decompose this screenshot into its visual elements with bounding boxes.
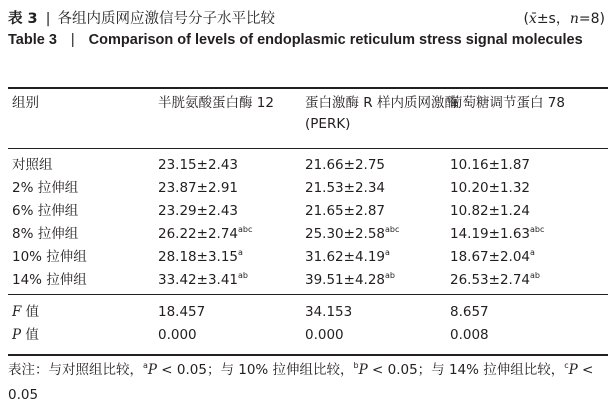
- group-cell: 14% 拉伸组: [12, 272, 87, 288]
- table-title-chinese: [8, 9, 605, 29]
- header-perk: 蛋白激酶 R 样内质网激酶 (PERK): [305, 95, 458, 132]
- stat-value-cell: 34.153: [305, 304, 353, 320]
- stat-value-cell: 0.000: [305, 327, 344, 343]
- perk-cell: 31.62±4.19$^a$: [305, 248, 390, 265]
- table-row: [0, 268, 615, 292]
- grp78-cell: 14.19±1.63$^{abc}$: [450, 225, 545, 242]
- stat-row: [0, 323, 615, 347]
- mean-symbol: x̄: [528, 11, 537, 27]
- n-symbol: n: [569, 11, 579, 27]
- table-row: [0, 153, 615, 177]
- title-separator-en: |: [70, 32, 75, 48]
- perk-cell: 21.65±2.87: [305, 203, 386, 219]
- caspase12-cell: 23.87±2.91: [158, 180, 239, 196]
- caspase12-cell: 26.22±2.74$^{abc}$: [158, 225, 253, 242]
- title-text: 各组内质网应激信号分子水平比较: [57, 11, 276, 27]
- group-cell: 2% 拉伸组: [12, 180, 79, 196]
- grp78-cell: 26.53±2.74$^{ab}$: [450, 271, 541, 288]
- table-title-english: [8, 30, 608, 51]
- caspase12-cell: 23.29±2.43: [158, 203, 239, 219]
- group-cell: 10% 拉伸组: [12, 249, 87, 265]
- title-separator: |: [45, 11, 51, 27]
- grp78-cell: 10.16±1.87: [450, 157, 531, 173]
- perk-cell: 39.51±4.28$^{ab}$: [305, 271, 396, 288]
- bottom-rule: [8, 354, 608, 356]
- stats-rule: [8, 294, 608, 295]
- perk-cell: 21.53±2.34: [305, 180, 386, 196]
- table-label: 表 3: [8, 11, 38, 27]
- table-row: [0, 222, 615, 246]
- grp78-cell: 10.82±1.24: [450, 203, 531, 219]
- caspase12-cell: 28.18±3.15$^a$: [158, 248, 243, 265]
- table-row: [0, 176, 615, 200]
- perk-cell: 25.30±2.58$^{abc}$: [305, 225, 400, 242]
- stat-value-cell: 18.457: [158, 304, 206, 320]
- header-rule: [8, 148, 608, 149]
- table-label-en: Table 3: [8, 32, 57, 48]
- title-text-en: Comparison of levels of endoplasmic reticulum stress signal molecules: [88, 32, 583, 48]
- caspase12-cell: 23.15±2.43: [158, 157, 239, 173]
- top-rule: [8, 87, 608, 89]
- perk-cell: 21.66±2.75: [305, 157, 386, 173]
- stat-label-cell: P 值: [12, 327, 39, 343]
- group-cell: 6% 拉伸组: [12, 203, 79, 219]
- group-cell: 8% 拉伸组: [12, 226, 79, 242]
- caspase12-cell: 33.42±3.41$^{ab}$: [158, 271, 249, 288]
- grp78-cell: 10.20±1.32: [450, 180, 531, 196]
- group-cell: 对照组: [12, 157, 53, 173]
- table-row: [0, 199, 615, 223]
- grp78-cell: 18.67±2.04$^a$: [450, 248, 535, 265]
- header-group: 组别: [12, 95, 39, 111]
- table-note: 表注：与对照组比较，$^a$P < 0.05；与 10% 拉伸组比较，$^b$P < 0.05；与 14% 拉伸组比较，$^c$P < 0.05: [8, 361, 594, 403]
- stat-label-cell: F 值: [12, 304, 40, 320]
- header-grp78: 葡萄糖调节蛋白 78: [449, 95, 565, 111]
- stat-notation: (x̄±s，n=8): [523, 11, 605, 27]
- table-row: [0, 245, 615, 269]
- stat-value-cell: 8.657: [450, 304, 489, 320]
- header-caspase12: 半胱氨酸蛋白酶 12: [158, 95, 274, 111]
- stat-row: [0, 300, 615, 324]
- stat-value-cell: 0.008: [450, 327, 489, 343]
- stat-value-cell: 0.000: [158, 327, 197, 343]
